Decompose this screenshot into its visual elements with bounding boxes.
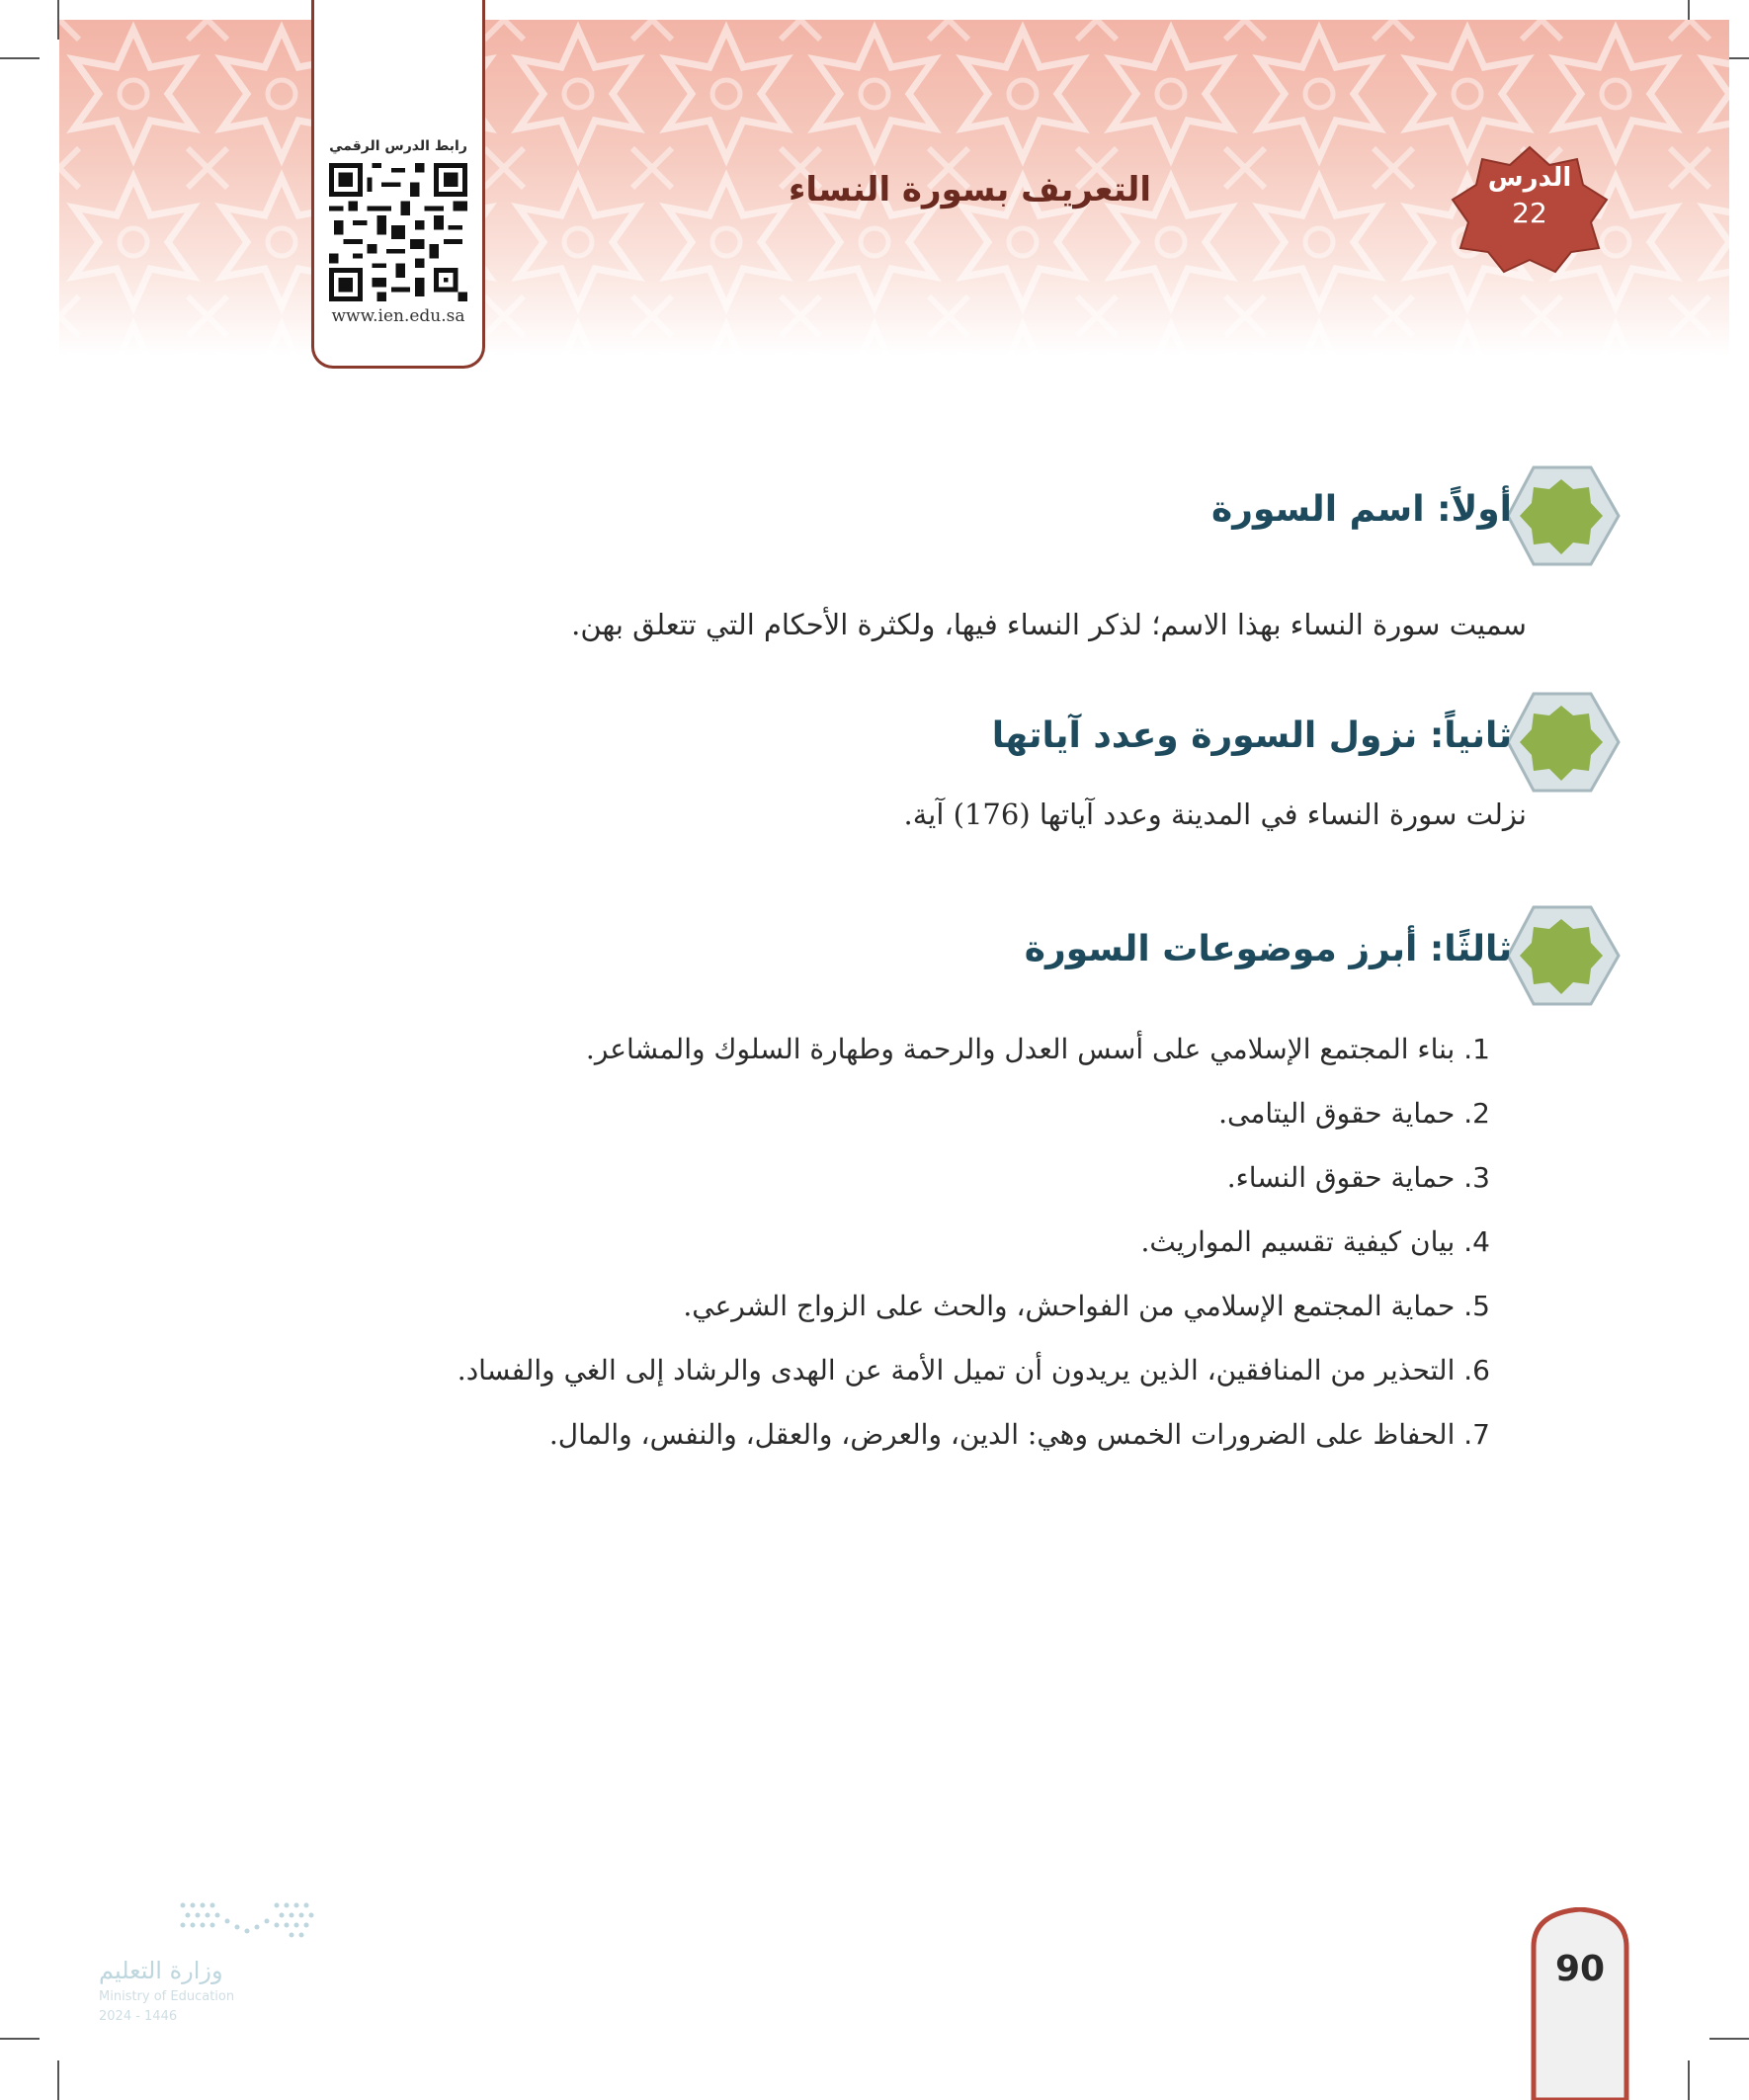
section-heading-3 — [929, 901, 1621, 1010]
section-heading-text: أولاً: اسم السورة — [1211, 489, 1512, 530]
crop-mark — [0, 2038, 40, 2040]
crop-mark — [1688, 2060, 1690, 2100]
list-item — [1140, 1225, 1490, 1258]
ministry-dots-icon — [173, 1897, 321, 1947]
green-octagon-icon — [1504, 462, 1621, 570]
page-tab-shape — [1530, 1907, 1630, 2100]
page-number: 90 — [1554, 1949, 1606, 1989]
page-number-tab — [1530, 1907, 1630, 2100]
section-heading-text: ثانياً: نزول السورة وعدد آياتها — [991, 715, 1512, 756]
list-item-number: 6. — [1463, 1354, 1490, 1386]
list-item — [549, 1418, 1490, 1451]
crop-mark — [57, 2060, 59, 2100]
crop-mark — [1709, 2038, 1749, 2040]
lesson-word: الدرس — [1487, 163, 1572, 193]
lesson-title: التعريف بسورة النساء — [789, 170, 1151, 210]
ministry-name-en: Ministry of Education — [99, 1989, 235, 2004]
ministry-name: وزارة التعليم — [99, 1957, 223, 1984]
list-item — [458, 1354, 1490, 1386]
section-heading-1 — [929, 462, 1621, 570]
lesson-badge — [1451, 145, 1609, 274]
qr-card[interactable] — [311, 0, 485, 369]
qr-label: رابط الدرس الرقمي — [329, 138, 467, 154]
list-item-number: 4. — [1463, 1225, 1490, 1258]
list-item-text: بناء المجتمع الإسلامي على أسس العدل والرحمة وطهارة السلوك والمشاعر. — [585, 1033, 1456, 1065]
crop-mark — [0, 57, 40, 59]
section-heading-2 — [929, 688, 1621, 797]
section-paragraph: سميت سورة النساء بهذا الاسم؛ لذكر النساء فيها، ولكثرة الأحكام التي تتعلق بهن. — [571, 608, 1527, 641]
section-heading-text: ثالثًا: أبرز موضوعات السورة — [1024, 929, 1512, 969]
lesson-number: 22 — [1512, 197, 1547, 229]
list-item-text: حماية المجتمع الإسلامي من الفواحش، والحث على الزواج الشرعي. — [683, 1290, 1456, 1322]
list-item-number: 2. — [1463, 1097, 1490, 1130]
list-item — [1218, 1097, 1490, 1130]
ministry-logo — [94, 1897, 321, 2046]
list-item-number: 5. — [1463, 1290, 1490, 1322]
list-item — [586, 1033, 1490, 1065]
list-item-text: الحفاظ على الضرورات الخمس وهي: الدين، والعرض، والعقل، والنفس، والمال. — [548, 1418, 1456, 1451]
green-octagon-icon — [1504, 901, 1621, 1010]
list-item-number: 3. — [1463, 1161, 1490, 1194]
qr-code-icon[interactable] — [329, 163, 467, 301]
green-octagon-icon — [1504, 688, 1621, 797]
list-item-number: 1. — [1463, 1033, 1490, 1065]
section-paragraph: نزلت سورة النساء في المدينة وعدد آياتها (176) آية. — [903, 798, 1527, 831]
list-item-text: حماية حقوق النساء. — [1226, 1161, 1456, 1194]
list-item-number: 7. — [1463, 1418, 1490, 1451]
list-item-text: بيان كيفية تقسيم المواريث. — [1140, 1225, 1456, 1258]
list-item — [683, 1290, 1490, 1322]
list-item-text: حماية حقوق اليتامى. — [1218, 1097, 1456, 1130]
ministry-year: 2024 - 1446 — [99, 2009, 178, 2024]
qr-url[interactable]: www.ien.edu.sa — [331, 306, 465, 326]
list-item-text: التحذير من المنافقين، الذين يريدون أن تميل الأمة عن الهدى والرشاد إلى الغي والفساد. — [457, 1354, 1456, 1386]
list-item — [1227, 1161, 1490, 1194]
